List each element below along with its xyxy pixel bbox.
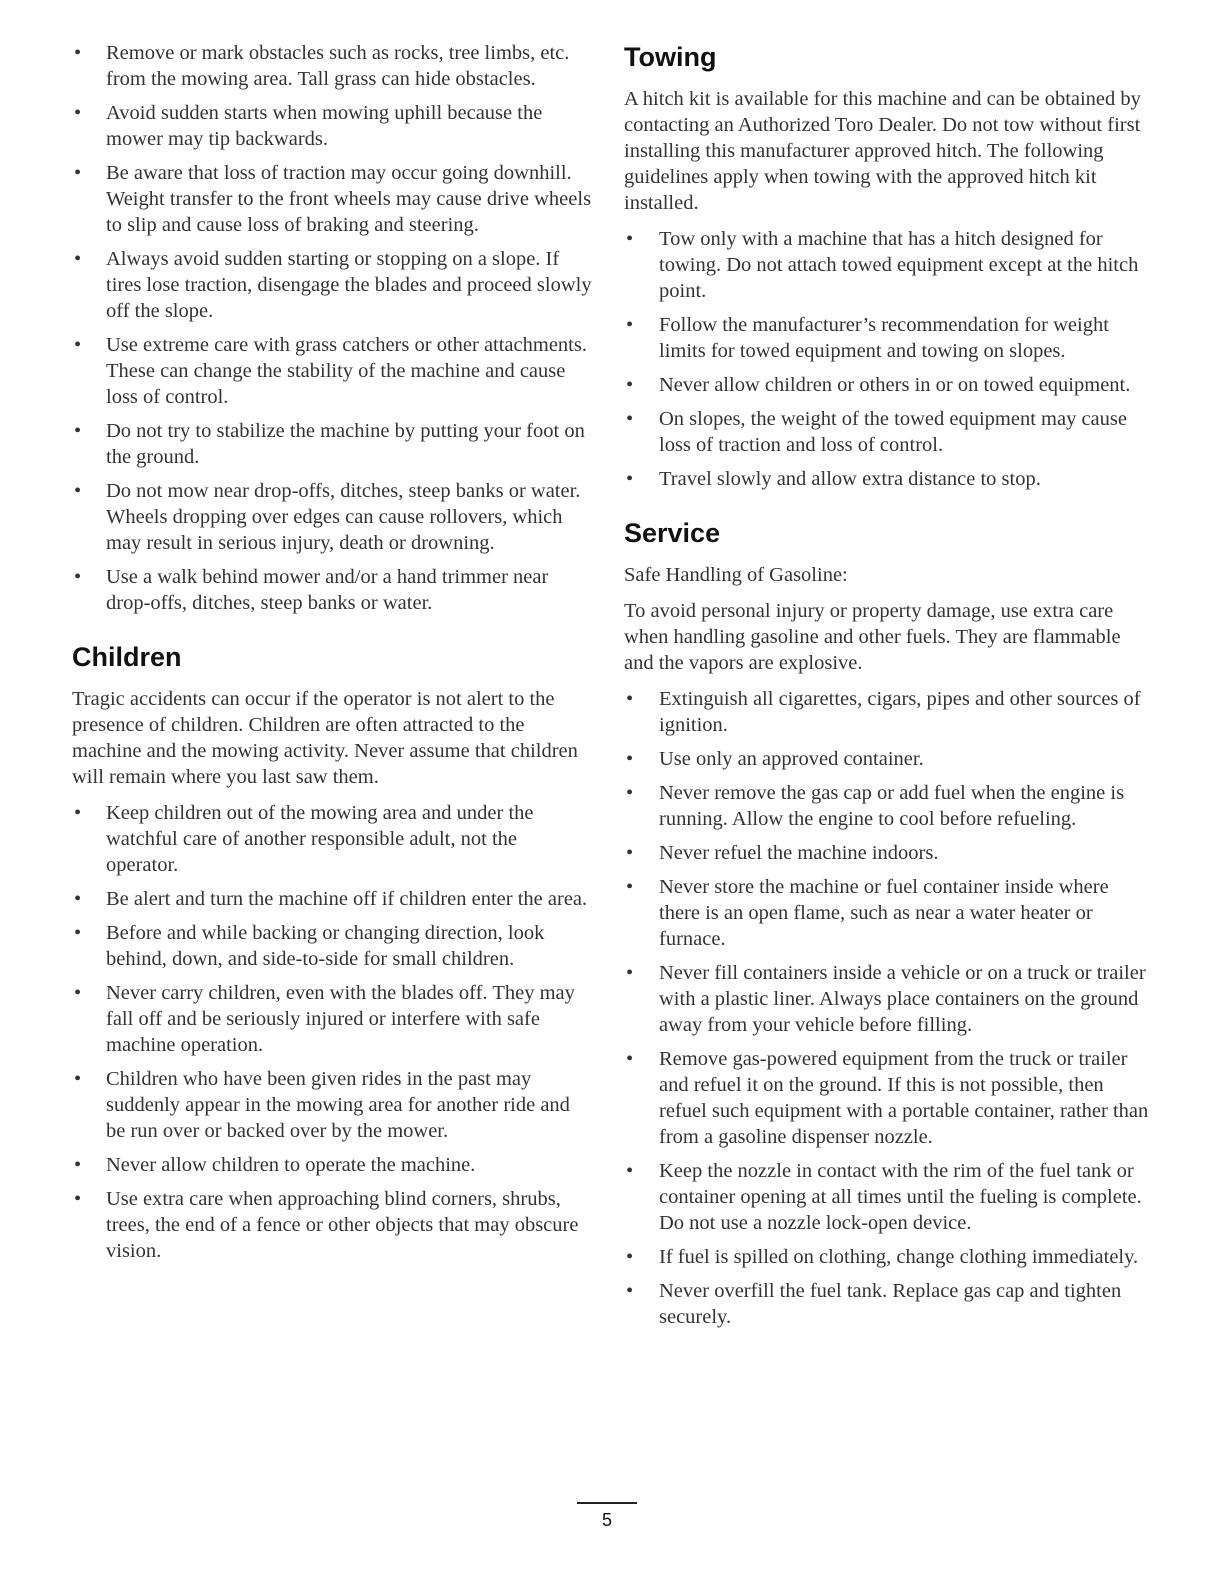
mowing-safety-list bbox=[72, 40, 594, 616]
service-intro: To avoid personal injury or property damage, use extra care when handling gasoline and other fuels. They are flammable and the vapors are explosive. bbox=[624, 600, 1121, 674]
list-item: • Keep the nozzle in contact with the rim of the fuel tank or container opening at all times until the fueling is complete. Do not use a nozzle lock-open device. bbox=[624, 1158, 1152, 1236]
list-item: • Travel slowly and allow extra distance to stop. bbox=[624, 466, 1152, 492]
list-item: • Never overfill the fuel tank. Replace gas cap and tighten securely. bbox=[624, 1278, 1152, 1330]
list-item: • Be aware that loss of traction may occur going downhill. Weight transfer to the front wheels may cause drive wheels to slip and cause loss of braking and steering. bbox=[72, 160, 594, 238]
list-item: • On slopes, the weight of the towed equipment may cause loss of traction and loss of control. bbox=[624, 406, 1152, 458]
list-item: • Remove gas-powered equipment from the truck or trailer and refuel it on the ground. If this is not possible, then refuel such equipment with a portable container, rather than from a gasoline dispenser nozzle. bbox=[624, 1046, 1152, 1150]
service-heading: Service bbox=[624, 518, 721, 548]
list-item: • Remove or mark obstacles such as rocks, tree limbs, etc. from the mowing area. Tall grass can hide obstacles. bbox=[72, 40, 594, 92]
list-item: • Follow the manufacturer’s recommendation for weight limits for towed equipment and towing on slopes. bbox=[624, 312, 1152, 364]
list-item: • Tow only with a machine that has a hitch designed for towing. Do not attach towed equipment except at the hitch point. bbox=[624, 226, 1152, 304]
list-item: • Be alert and turn the machine off if children enter the area. bbox=[72, 886, 594, 912]
list-item: • Extinguish all cigarettes, cigars, pipes and other sources of ignition. bbox=[624, 686, 1152, 738]
footer-divider bbox=[577, 1502, 637, 1504]
page-number: 5 bbox=[601, 1510, 612, 1530]
list-item: • Never fill containers inside a vehicle or on a truck or trailer with a plastic liner. Always place containers on the ground away from your vehicle before filling. bbox=[624, 960, 1152, 1038]
list-item: • Use extra care when approaching blind corners, shrubs, trees, the end of a fence or other objects that may obscure vision. bbox=[72, 1186, 594, 1264]
list-item: • Use extreme care with grass catchers or other attachments. These can change the stability of the machine and cause loss of control. bbox=[72, 332, 594, 410]
children-heading: Children bbox=[72, 642, 182, 672]
list-item: • Never store the machine or fuel container inside where there is an open flame, such as near a water heater or furnace. bbox=[624, 874, 1152, 952]
spacer bbox=[624, 500, 1152, 516]
list-item: • Never allow children or others in or on towed equipment. bbox=[624, 372, 1152, 398]
list-item: • Always avoid sudden starting or stopping on a slope. If tires lose traction, disengage the blades and proceed slowly off the slope. bbox=[72, 246, 594, 324]
right-column bbox=[624, 40, 1152, 1338]
list-item: • Never carry children, even with the blades off. They may fall off and be seriously injured or interfere with safe machine operation. bbox=[72, 980, 594, 1058]
list-item: • Do not try to stabilize the machine by putting your foot on the ground. bbox=[72, 418, 594, 470]
list-item: • Avoid sudden starts when mowing uphill because the mower may tip backwards. bbox=[72, 100, 594, 152]
towing-safety-list bbox=[624, 226, 1152, 492]
list-item: • Children who have been given rides in the past may suddenly appear in the mowing area for another ride and be run over or backed over by the mower. bbox=[72, 1066, 594, 1144]
list-item: • Never allow children to operate the machine. bbox=[72, 1152, 594, 1178]
list-item: • If fuel is spilled on clothing, change clothing immediately. bbox=[624, 1244, 1152, 1270]
towing-heading: Towing bbox=[624, 42, 717, 72]
towing-intro: A hitch kit is available for this machine and can be obtained by contacting an Authorized Toro Dealer. Do not tow without first installing this manufacturer approved hitch. The following guidelines apply when towing with the approved hitch kit installed. bbox=[624, 88, 1141, 214]
list-item: • Before and while backing or changing direction, look behind, down, and side-to-side for small children. bbox=[72, 920, 594, 972]
service-safety-list bbox=[624, 686, 1152, 1330]
list-item: • Never remove the gas cap or add fuel when the engine is running. Allow the engine to cool before refueling. bbox=[624, 780, 1152, 832]
children-safety-list bbox=[72, 800, 594, 1264]
children-intro: Tragic accidents can occur if the operator is not alert to the presence of children. Children are often attracted to the machine and the mowing activity. Never assume that children will remain where you last saw them. bbox=[72, 688, 578, 788]
spacer bbox=[72, 624, 594, 640]
left-column bbox=[72, 40, 594, 1272]
list-item: • Use a walk behind mower and/or a hand trimmer near drop-offs, ditches, steep banks or water. bbox=[72, 564, 594, 616]
list-item: • Never refuel the machine indoors. bbox=[624, 840, 1152, 866]
list-item: • Use only an approved container. bbox=[624, 746, 1152, 772]
list-item: • Do not mow near drop-offs, ditches, steep banks or water. Wheels dropping over edges can cause rollovers, which may result in serious injury, death or drowning. bbox=[72, 478, 594, 556]
list-item: • Keep children out of the mowing area and under the watchful care of another responsible adult, not the operator. bbox=[72, 800, 594, 878]
service-subheading: Safe Handling of Gasoline: bbox=[624, 564, 848, 586]
